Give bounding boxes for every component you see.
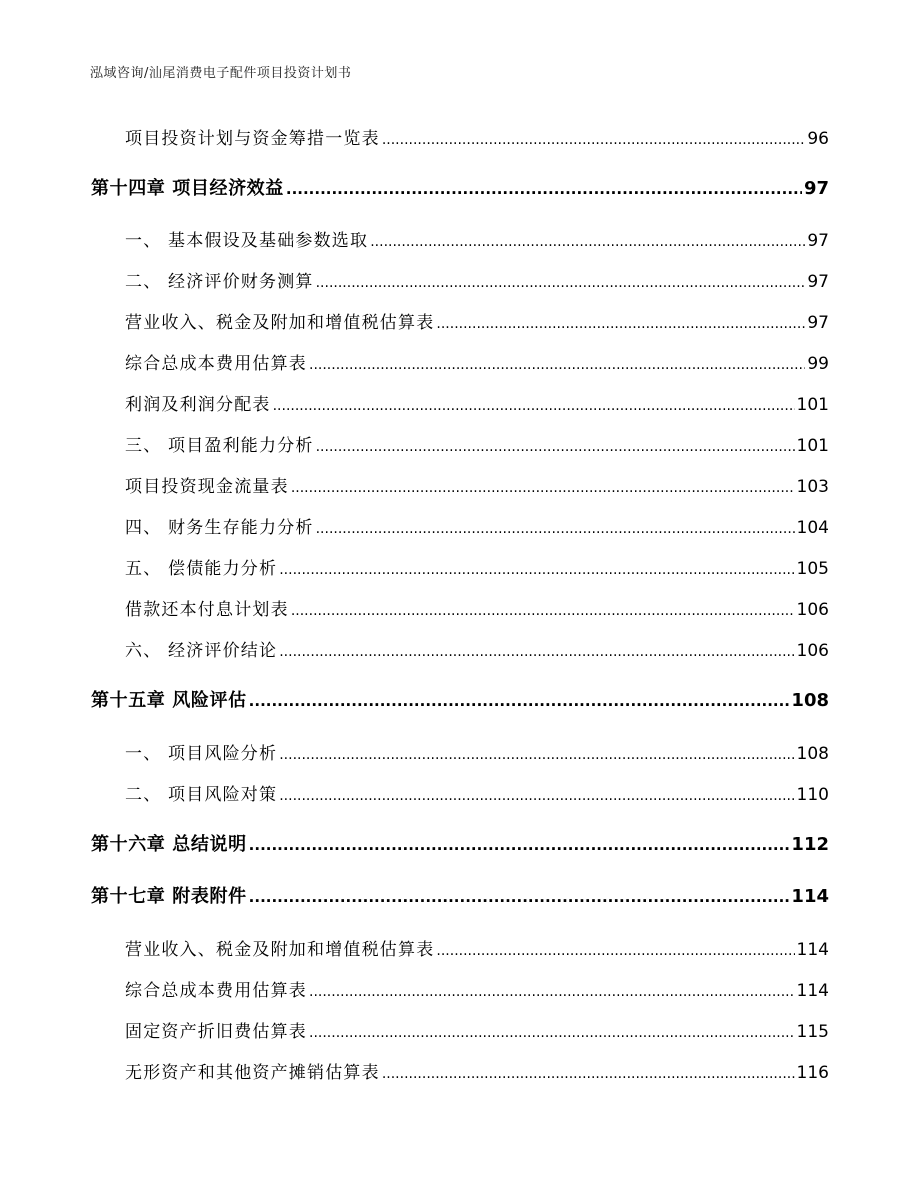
toc-entry[interactable] xyxy=(125,1058,829,1083)
toc-entry-title: 无形资产和其他资产摊销估算表 xyxy=(125,1063,380,1083)
toc-entry-title: 五、 偿债能力分析 xyxy=(125,559,278,579)
toc-page-number: 114 xyxy=(796,940,829,960)
toc-dot-leader xyxy=(286,178,802,199)
toc-entry[interactable] xyxy=(125,554,829,579)
running-header: 泓域咨询/汕尾消费电子配件项目投资计划书 xyxy=(90,66,352,81)
toc-dot-leader xyxy=(309,981,795,1001)
toc-page-number: 114 xyxy=(796,981,829,1001)
toc-dot-leader xyxy=(279,559,794,579)
toc-page-number: 108 xyxy=(796,744,829,764)
toc-page-number: 110 xyxy=(796,785,829,805)
toc-entry[interactable] xyxy=(125,513,829,538)
toc-dot-leader xyxy=(249,834,790,855)
toc-dot-leader xyxy=(279,785,794,805)
toc-entry[interactable] xyxy=(125,472,829,497)
toc-entry-title: 一、 项目风险分析 xyxy=(125,744,278,764)
toc-entry[interactable] xyxy=(125,431,829,456)
toc-entry[interactable] xyxy=(125,595,829,620)
toc-entry-title: 第十四章 项目经济效益 xyxy=(91,178,284,199)
toc-dot-leader xyxy=(279,744,794,764)
toc-page-number: 97 xyxy=(807,231,829,251)
toc-dot-leader xyxy=(436,313,805,333)
toc-entry-title: 一、 基本假设及基础参数选取 xyxy=(125,231,369,251)
toc-page-number: 101 xyxy=(796,436,829,456)
toc-page-number: 103 xyxy=(796,477,829,497)
toc-entry-title: 利润及利润分配表 xyxy=(125,395,271,415)
toc-entry[interactable] xyxy=(125,124,829,149)
toc-entry-title: 六、 经济评价结论 xyxy=(125,641,278,661)
toc-entry[interactable] xyxy=(125,267,829,292)
toc-page-number: 97 xyxy=(803,178,829,199)
toc-dot-leader xyxy=(291,477,795,497)
toc-page-number: 97 xyxy=(807,313,829,333)
toc-page-number: 106 xyxy=(796,600,829,620)
toc-chapter-entry[interactable] xyxy=(91,686,829,712)
toc-page-number: 108 xyxy=(791,690,829,711)
toc-dot-leader xyxy=(316,518,795,538)
toc-dot-leader xyxy=(436,940,794,960)
toc-dot-leader xyxy=(249,886,790,907)
toc-entry-title: 项目投资现金流量表 xyxy=(125,477,289,497)
toc-dot-leader xyxy=(316,436,795,456)
toc-entry[interactable] xyxy=(125,390,829,415)
toc-entry-title: 第十七章 附表附件 xyxy=(91,886,247,907)
toc-page-number: 116 xyxy=(796,1063,829,1083)
toc-dot-leader xyxy=(279,641,794,661)
toc-chapter-entry[interactable] xyxy=(91,830,829,856)
toc-dot-leader xyxy=(316,272,806,292)
toc-entry-title: 营业收入、税金及附加和增值税估算表 xyxy=(125,940,435,960)
toc-dot-leader xyxy=(382,129,806,149)
toc-entry[interactable] xyxy=(125,780,829,805)
toc-dot-leader xyxy=(249,690,790,711)
toc-entry-title: 三、 项目盈利能力分析 xyxy=(125,436,314,456)
toc-entry-title: 固定资产折旧费估算表 xyxy=(125,1022,307,1042)
toc-entry[interactable] xyxy=(125,1017,829,1042)
toc-entry-title: 第十五章 风险评估 xyxy=(91,690,247,711)
toc-entry-title: 综合总成本费用估算表 xyxy=(125,354,307,374)
toc-entry[interactable] xyxy=(125,976,829,1001)
toc-page-number: 101 xyxy=(796,395,829,415)
toc-page-number: 112 xyxy=(791,834,829,855)
toc-entry-title: 营业收入、税金及附加和增值税估算表 xyxy=(125,313,435,333)
toc-dot-leader xyxy=(382,1063,795,1083)
toc-dot-leader xyxy=(309,354,805,374)
toc-page-number: 99 xyxy=(807,354,829,374)
toc-entry-title: 二、 经济评价财务测算 xyxy=(125,272,314,292)
toc-entry-title: 四、 财务生存能力分析 xyxy=(125,518,314,538)
toc-page-number: 96 xyxy=(807,129,829,149)
toc-entry[interactable] xyxy=(125,935,829,960)
toc-entry[interactable] xyxy=(125,349,829,374)
toc-entry[interactable] xyxy=(125,739,829,764)
toc-chapter-entry[interactable] xyxy=(91,882,829,908)
toc-entry[interactable] xyxy=(125,636,829,661)
toc-page-number: 115 xyxy=(796,1022,829,1042)
toc-dot-leader xyxy=(291,600,795,620)
toc-entry[interactable] xyxy=(125,308,829,333)
toc-entry-title: 项目投资计划与资金筹措一览表 xyxy=(125,129,380,149)
toc-page-number: 106 xyxy=(796,641,829,661)
toc-entry-title: 二、 项目风险对策 xyxy=(125,785,278,805)
toc-page-number: 105 xyxy=(796,559,829,579)
toc-dot-leader xyxy=(370,231,805,251)
toc-page-number: 114 xyxy=(791,886,829,907)
toc-dot-leader xyxy=(309,1022,795,1042)
toc-page-number: 97 xyxy=(807,272,829,292)
toc-entry-title: 第十六章 总结说明 xyxy=(91,834,247,855)
toc-entry[interactable] xyxy=(125,226,829,251)
toc-entry-title: 借款还本付息计划表 xyxy=(125,600,289,620)
toc-dot-leader xyxy=(273,395,795,415)
toc-chapter-entry[interactable] xyxy=(91,174,829,200)
toc-entry-title: 综合总成本费用估算表 xyxy=(125,981,307,1001)
toc-page-number: 104 xyxy=(796,518,829,538)
